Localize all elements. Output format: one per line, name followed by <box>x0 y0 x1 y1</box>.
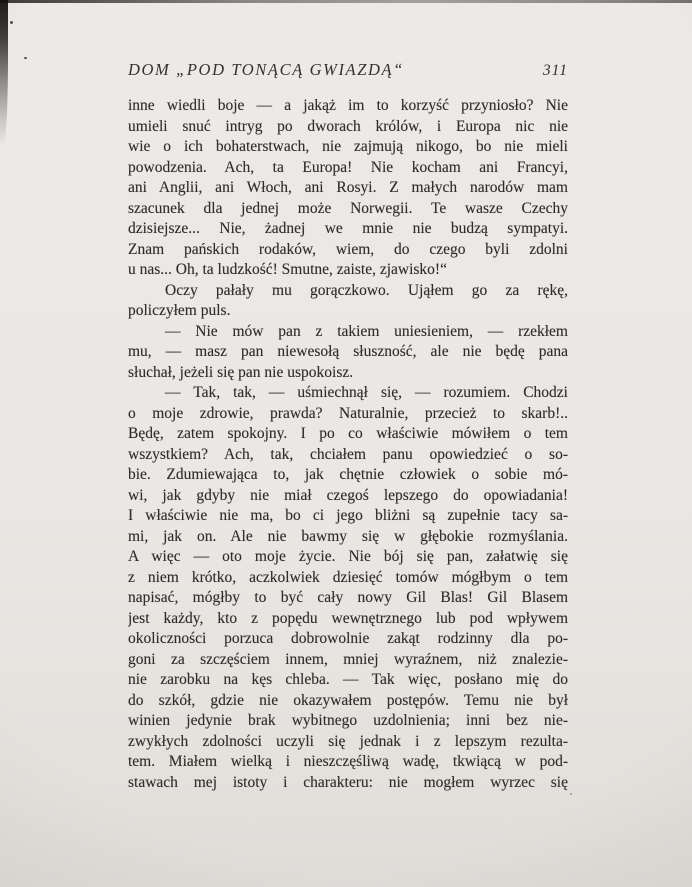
paper-speck <box>24 57 27 59</box>
text-line: winien jedynie brak wybitnego uzdolnienia; inni bez nie- <box>128 712 568 729</box>
text-line: tem. Miałem wielką i nieszczęśliwą wadę, tkwiącą w pod- <box>128 753 568 770</box>
scan-corner-mark <box>0 0 8 145</box>
text-line: mu, — masz pan niewesołą słuszność, ale nie będę pana <box>128 343 568 360</box>
text-line: szacunek dla jednej może Norwegii. Te wasze Czechy <box>128 199 568 217</box>
text-line: Oczy pałały mu gorączkowo. Ująłem go za rękę, <box>165 281 568 299</box>
text-line: słuchał, jeżeli się pan nie uspokoisz. <box>128 363 354 381</box>
text-line: jest każdy, kto z popędu wewnętrznego lub pod wpływem <box>128 609 568 627</box>
text-line: napisać, mógłby to być cały nowy Gil Blas! Gil Blasem <box>128 589 568 606</box>
running-title: DOM „POD TONĄCĄ GWIAZDĄ“ <box>128 60 404 79</box>
text-line: z niem krótko, aczkolwiek dziesięć tomów mógłbym o tem <box>128 568 568 586</box>
text-line: policzyłem puls. <box>128 302 231 319</box>
text-line: A więc — oto moje życie. Nie bój się pan, załatwię się <box>128 548 568 565</box>
text-line: I właściwie nie ma, bo ci jego bliżni są zupełnie tacy sa- <box>128 507 568 524</box>
page-header <box>128 60 568 80</box>
text-line: goni za szczęściem innem, mniej wyraźnem, niż znalezie- <box>128 650 568 668</box>
text-line: ani Anglii, ani Włoch, ani Rosyi. Z małych narodów mam <box>128 179 568 196</box>
page-number: 311 <box>542 62 568 79</box>
text-line: zwykłych zdolności uczyli się jednak i z lepszym rezulta- <box>128 732 568 750</box>
text-line: inne wiedli boje — a jakąż im to korzyść przyniosło? Nie <box>128 97 568 114</box>
text-line: Będę, zatem spokojny. I po co właściwie mówiłem o tem <box>128 425 568 442</box>
text-line: o moje zdrowie, prawda? Naturalnie, przecież to skarb!.. <box>128 404 568 422</box>
text-line: do szkół, gdzie nie okazywałem postępów. Temu nie był <box>128 691 568 709</box>
text-line: bie. Zdumiewająca to, jak chętnie człowiek o sobie mó- <box>128 466 568 483</box>
text-line: — Nie mów pan z takiem uniesieniem, — rzekłem <box>165 322 568 340</box>
text-line: okoliczności porzuca dobrowolnie zakąt rodzinny dla po- <box>128 630 568 647</box>
text-line: u nas... Oh, ta ludzkość! Smutne, zaiste, zjawisko!“ <box>128 261 447 278</box>
text-line: dzisiejsze... Nie, żadnej we mnie nie budzą sympatyi. <box>128 220 568 237</box>
text-line: umieli snuć intryg po dworach królów, i Europa nic nie <box>128 117 568 135</box>
text-line: nie zarobku na kęs chleba. — Tak więc, posłano mię do <box>128 671 568 688</box>
text-line: Znam pańskich rodaków, wiem, do czego byli zdolni <box>128 240 568 258</box>
text-line: stawach mej istoty i charakteru: nie mogłem wyrzec się <box>128 773 568 791</box>
text-line: wi, jak gdyby nie miał czegoś lepszego do opowiadania! <box>128 486 568 504</box>
paper-speck <box>570 793 572 795</box>
text-line: wie o ich bohaterstwach, nie zajmują nikogo, bo nie mieli <box>128 138 568 155</box>
text-line: — Tak, tak, — uśmiechnął się, — rozumiem. Chodzi <box>165 384 568 401</box>
text-line: mi, jak on. Ale nie bawmy się w głębokie rozmyślania. <box>128 527 568 545</box>
text-line: powodzenia. Ach, ta Europa! Nie kocham ani Francyi, <box>128 158 568 176</box>
paper-speck <box>10 21 13 24</box>
scan-edge-shadow-top <box>0 0 692 3</box>
page-text <box>128 96 568 793</box>
text-line: wszystkiem? Ach, tak, chciałem panu opowiedzieć o so- <box>128 445 568 463</box>
